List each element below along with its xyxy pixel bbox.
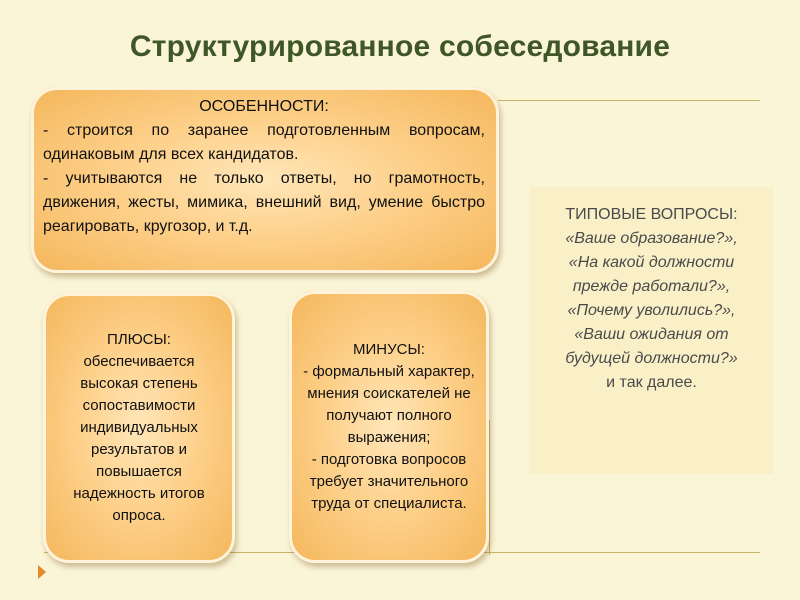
typical-question: «Почему уволились?», bbox=[567, 302, 736, 319]
features-card bbox=[31, 87, 499, 273]
pros-heading: ПЛЮСЫ: bbox=[107, 331, 171, 348]
cons-heading: МИНУСЫ: bbox=[353, 341, 425, 358]
typical-question: «Ваше образование?», bbox=[565, 230, 738, 247]
features-item: - учитываются не только ответы, но грамотность, движения, жесты, мимика, внешний вид, умение быстро реагировать, кругозор, и т.д. bbox=[43, 170, 485, 235]
pros-card bbox=[43, 293, 235, 563]
typical-question: «Ваши ожидания от будущей должности?» bbox=[565, 326, 738, 367]
top-divider-line bbox=[498, 100, 760, 101]
right-vertical-line bbox=[489, 420, 490, 555]
cons-card bbox=[289, 291, 489, 563]
cons-item: - подготовка вопросов требует значительного труда от специалиста. bbox=[309, 451, 469, 512]
typical-questions-box bbox=[530, 187, 773, 474]
slide-title: Структурированное собеседование bbox=[129, 30, 671, 63]
typical-question: «На какой должности прежде работали?», bbox=[568, 254, 735, 295]
next-arrow-icon[interactable] bbox=[38, 565, 46, 579]
features-heading: ОСОБЕННОСТИ: bbox=[199, 98, 329, 115]
typical-questions-heading: ТИПОВЫЕ ВОПРОСЫ: bbox=[565, 206, 738, 223]
pros-text: обеспечивается высокая степень сопоставимости индивидуальных результатов и повышается надежность итогов опроса. bbox=[73, 353, 205, 524]
typical-questions-tail: и так далее. bbox=[606, 374, 697, 391]
features-item: - строится по заранее подготовленным вопросам, одинаковым для всех кандидатов. bbox=[43, 122, 485, 163]
cons-item: - формальный характер, мнения соискателей не получают полного выражения; bbox=[303, 363, 475, 446]
